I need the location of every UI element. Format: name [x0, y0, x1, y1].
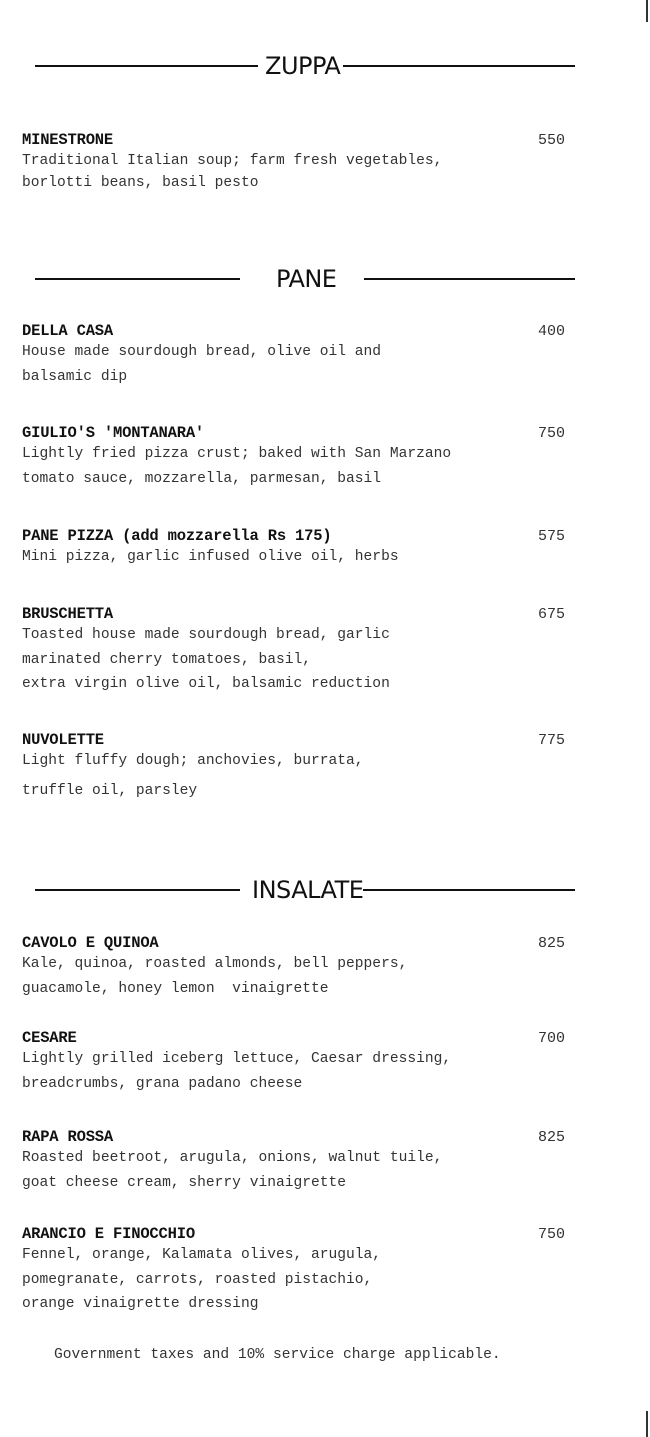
item-description-line: Fennel, orange, Kalamata olives, arugula,: [22, 1247, 382, 1263]
menu-item-bruschetta: [22, 605, 567, 697]
item-description-line: extra virgin olive oil, balsamic reduction: [22, 676, 390, 692]
item-name: ARANCIO E FINOCCHIO: [22, 1225, 195, 1243]
item-price: 550: [537, 132, 565, 149]
header-rule-right: [343, 65, 575, 67]
item-price: 700: [537, 1030, 565, 1047]
section-title: PANE: [276, 265, 337, 293]
item-description-line: borlotti beans, basil pesto: [22, 174, 259, 191]
item-name: RAPA ROSSA: [22, 1128, 114, 1146]
menu-item-cesare: [22, 1029, 567, 1096]
item-description-line: orange vinaigrette dressing: [22, 1296, 259, 1312]
section-header-insalate: [35, 875, 575, 905]
menu-item-rapa-rossa: [22, 1128, 567, 1195]
item-name: NUVOLETTE: [22, 731, 104, 749]
item-description-line: Roasted beetroot, arugula, onions, walnut tuile,: [22, 1150, 443, 1166]
item-price: 775: [537, 732, 565, 749]
section-header-zuppa: [35, 51, 575, 81]
item-name: MINESTRONE: [22, 131, 114, 149]
menu-item-giulios-montanara: [22, 424, 567, 491]
page-edge-mark-bottom: [646, 1411, 648, 1437]
item-name: CESARE: [22, 1029, 77, 1047]
section-title: ZUPPA: [265, 52, 341, 80]
item-price: 825: [537, 1129, 565, 1146]
menu-item-pane-pizza: [22, 527, 567, 570]
item-description-line: House made sourdough bread, olive oil and: [22, 344, 382, 360]
item-description-line: Lightly grilled iceberg lettuce, Caesar dressing,: [22, 1051, 452, 1067]
section-title: INSALATE: [252, 876, 364, 904]
item-description-line: balsamic dip: [22, 368, 128, 385]
header-rule-left: [35, 65, 258, 67]
item-name: CAVOLO E QUINOA: [22, 934, 159, 952]
page-edge-mark-top: [646, 0, 648, 22]
item-description-line: truffle oil, parsley: [22, 782, 198, 799]
item-name: BRUSCHETTA: [22, 605, 114, 623]
item-price: 750: [537, 425, 565, 442]
item-description-line: marinated cherry tomatoes, basil,: [22, 651, 312, 668]
item-name: DELLA CASA: [22, 322, 114, 340]
section-header-pane: [35, 264, 575, 294]
item-description-line: Light fluffy dough; anchovies, burrata,: [22, 753, 364, 769]
menu-item-nuvolette: [22, 731, 567, 808]
item-description-line: Toasted house made sourdough bread, garlic: [22, 627, 390, 643]
service-charge-note: Government taxes and 10% service charge applicable.: [54, 1347, 501, 1363]
item-price: 575: [537, 528, 565, 545]
item-description-line: breadcrumbs, grana padano cheese: [22, 1075, 303, 1092]
menu-item-arancio-e-finocchio: [22, 1225, 567, 1317]
item-description-line: Lightly fried pizza crust; baked with San Marzano: [22, 446, 452, 462]
item-price: 825: [537, 935, 565, 952]
header-rule-left: [35, 278, 240, 280]
item-price: 400: [537, 323, 565, 340]
item-description-line: pomegranate, carrots, roasted pistachio,: [22, 1271, 373, 1288]
item-description-line: Traditional Italian soup; farm fresh vegetables,: [22, 153, 443, 169]
item-description-line: Mini pizza, garlic infused olive oil, herbs: [22, 549, 399, 565]
item-description-line: tomato sauce, mozzarella, parmesan, basil: [22, 470, 382, 487]
item-description-line: goat cheese cream, sherry vinaigrette: [22, 1174, 347, 1191]
item-description-line: Kale, quinoa, roasted almonds, bell peppers,: [22, 956, 408, 972]
item-price: 750: [537, 1226, 565, 1243]
header-rule-right: [364, 278, 575, 280]
item-price: 675: [537, 606, 565, 623]
item-description-line: guacamole, honey lemon vinaigrette: [22, 980, 329, 997]
menu-item-della-casa: [22, 322, 567, 389]
menu-item-cavolo-e-quinoa: [22, 934, 567, 1001]
menu-item-minestrone: [22, 131, 567, 192]
header-rule-right: [363, 889, 575, 891]
header-rule-left: [35, 889, 240, 891]
item-name: GIULIO'S 'MONTANARA': [22, 424, 205, 442]
item-name: PANE PIZZA (add mozzarella Rs 175): [22, 527, 332, 545]
